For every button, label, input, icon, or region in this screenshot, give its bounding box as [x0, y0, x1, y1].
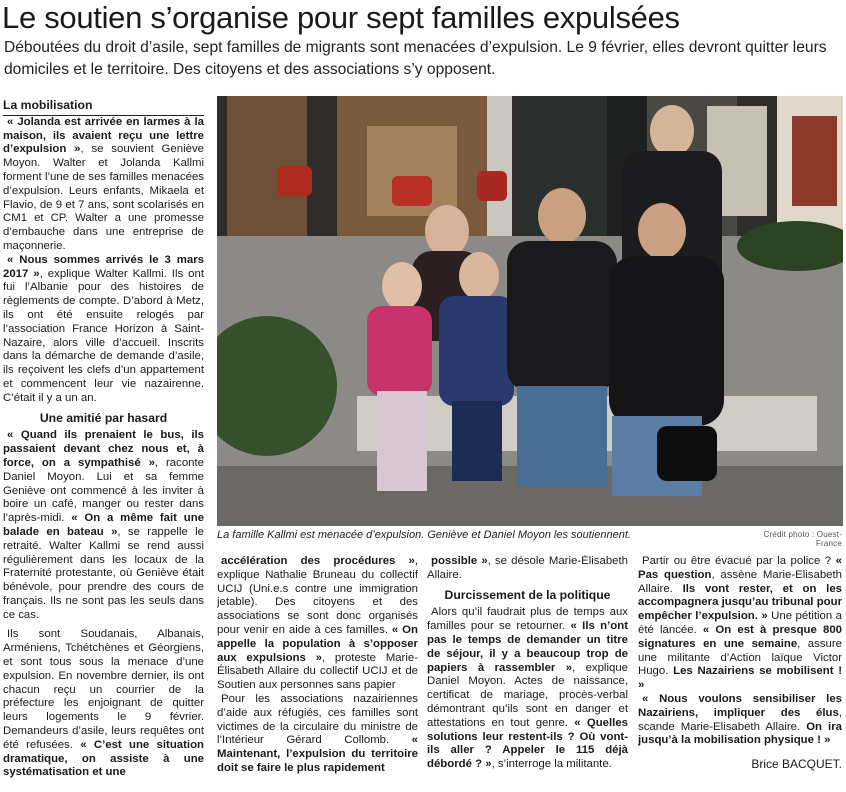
article-column-4 — [638, 555, 842, 787]
text: , assène Marie-Elisabeth Allaire. — [638, 568, 842, 595]
paragraph — [3, 116, 204, 254]
quote: accélération des procédures » — [221, 555, 415, 567]
paragraph — [638, 555, 842, 693]
photo-illustration — [217, 96, 843, 526]
deck: Déboutées du droit d’asile, sept familles de migrants sont menacées d’expulsion. Le 9 février, elles devront quitter leurs domiciles et le territoire. Des citoyens et des associations s’y opposent. — [4, 39, 827, 78]
photo-caption: La famille Kallmi est menacée d’expulsion. Geniève et Daniel Moyon les soutiennent. — [217, 529, 631, 541]
text: Alors qu’il faudrait plus de temps aux familles pour se retourner. — [427, 606, 628, 633]
article-column-1 — [3, 96, 204, 786]
quote: « Ils n’ont pas le temps de demander un titre de séjour, il y a beaucoup trop de papiers à rassembler » — [427, 620, 628, 674]
text: Une pétition a été lancée. — [638, 610, 842, 636]
text: , raconte Daniel Moyon. Lui et sa femme Geniève ont commencé à les inviter à boire un café, manger ou rester dans l’après-midi. — [3, 456, 204, 525]
quote: « On est à presque 800 signatures en une semaine — [638, 623, 842, 650]
paragraph — [427, 606, 628, 772]
paragraph — [427, 555, 628, 583]
text: , scande Marie-Elisabeth Allaire. — [638, 706, 842, 733]
headline: Le soutien s’organise pour sept familles expulsées — [2, 0, 680, 35]
text: , s’interroge la militante. — [491, 758, 612, 771]
quote: « C’est une situation dramatique, on assiste à une systématisation et une — [3, 738, 204, 779]
text: Partir ou être évacué par la police ? — [642, 555, 832, 567]
text: , se désole Marie-Élisabeth Allaire. — [427, 555, 628, 581]
subhead: Durcissement de la politique — [444, 587, 611, 602]
paragraph — [3, 254, 204, 406]
byline: Brice BACQUET. — [751, 757, 842, 772]
text: , explique Daniel Moyon. Actes de naissance, certificat de mariage, procès-verbal démontrant qu’ils sont en danger et attestations en tout genre. — [427, 661, 628, 729]
quote: « On a même fait une balade en bateau » — [3, 512, 204, 538]
paragraph — [638, 693, 842, 748]
text: , explique Walter Kallmi. Ils ont fui l’Albanie pour des histoires de règlements de compte. D’abord à Metz, ils ont été ensuite relogés par l’association France Horizon à Saint-Nazaire, alors ville d’accueil. Inscrits dans la démarche de demande d’asile, ils reçoivent les clefs d’un appartement et commencent leur vie nazairenne. C’était il y a un an. — [3, 267, 204, 404]
photo-credit: Crédit photo : Ouest-France — [763, 530, 842, 548]
quote: « Maintenant, l’expulsion du territoire doit se faire le plus rapidement — [217, 734, 418, 774]
paragraph — [217, 693, 418, 776]
quote: « Quelles solutions leur restent-ils ? Où vont-ils aller ? Appeler le 115 déjà débordé ? » — [427, 716, 628, 771]
quote: « Nous sommes arrivés le 3 mars 2017 » — [3, 253, 204, 280]
quote: « Quand ils prenaient le bus, ils passaient devant chez nous et, à force, on a sympathisé » — [3, 429, 204, 469]
quote: « Jolanda est arrivée en larmes à la maison, ils avaient reçu une lettre d’expulsion » — [3, 115, 204, 156]
paragraph — [3, 429, 204, 622]
text: , explique Nathalie Bruneau du collectif UCIJ (Uni.e.s contre une immigration jetable). Des citoyens et des associations se sont donc organisés pour venir en aide à ces familles. — [217, 555, 418, 636]
quote: « Nous voulons sensibiliser les Nazairiens, impliquer des élus — [638, 692, 842, 719]
text: , proteste Marie-Élisabeth Allaire du collectif UCIJ et de Soutien aux personnes sans papier — [217, 651, 418, 692]
quote: On ira jusqu’à la mobilisation physique ! » — [638, 720, 842, 747]
subhead: Une amitié par hasard — [39, 410, 168, 425]
article-column-2 — [217, 555, 418, 787]
quote: « Pas question — [638, 555, 842, 581]
text: , se rappelle le retraité. Walter Kallmi se rend aussi régulièrement dans les locaux de la Fraternité protestante, où Geniève était bénévole, pour prendre des cours de français. Ils ne sont pas les seuls dans ce cas. — [3, 525, 204, 621]
text: , assure une militante d’Action laïque Victor Hugo. — [638, 637, 842, 678]
text: , se souvient Geniève Moyon. Walter et Jolanda Kallmi forment l’une de ses familles menacées d’expulsion. Leurs enfants, Mikaela et Flavio, de 9 et 7 ans, sont scolarisés en CM1 et CP. Walter a une promesse d’embauche dans une entreprise de maçonnerie. — [3, 143, 204, 252]
article-column-3 — [427, 555, 628, 787]
paragraph — [3, 628, 204, 780]
paragraph — [217, 555, 418, 693]
quote: Ils vont rester, et on les accompagnera jusqu’au tribunal pour empêcher l’expulsion. » — [638, 582, 842, 623]
quote: possible » — [431, 555, 488, 567]
text: Pour les associations nazairiennes d’aide aux réfugiés, ces familles sont victimes de la circulaire du ministre de l’Intérieur Gérard Collomb. — [217, 692, 418, 747]
quote: Les Nazairiens se mobilisent ! » — [638, 665, 842, 692]
text: Ils sont Soudanais, Albanais, Arméniens, Tchétchènes et Géorgiens, et sont tous sous la menace d’une expulsion. En novembre dernier, ils ont chacun reçu un courrier de la préfecture les enjoignant de quitter leurs logements le 9 février. Demandeurs d’asile, leurs requêtes ont été refusées. — [3, 628, 204, 751]
section-label: La mobilisation — [3, 96, 204, 116]
quote: « On appelle la population à s’opposer aux expulsions » — [217, 623, 418, 664]
article-photo — [217, 96, 843, 526]
